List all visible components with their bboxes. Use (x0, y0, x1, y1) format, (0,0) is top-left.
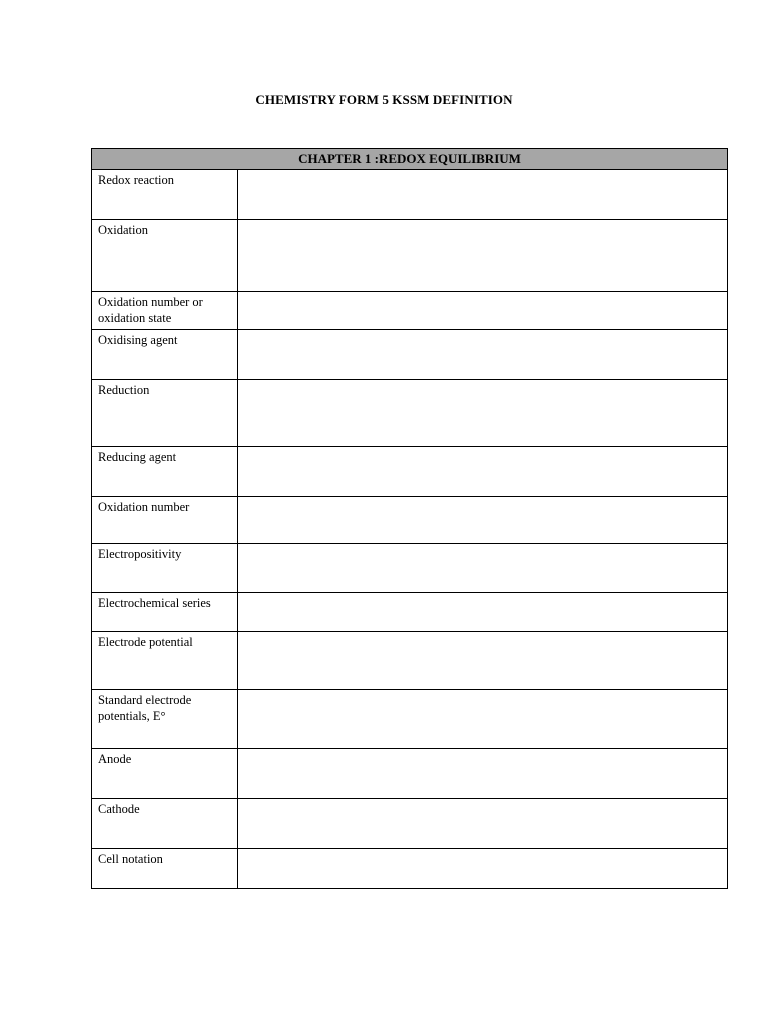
definition-cell[interactable] (238, 220, 728, 292)
definition-cell[interactable] (238, 447, 728, 497)
definition-cell[interactable] (238, 292, 728, 330)
definition-cell[interactable] (238, 170, 728, 220)
definition-cell[interactable] (238, 544, 728, 593)
table-row (92, 380, 728, 447)
definition-cell[interactable] (238, 749, 728, 799)
term-cell: Oxidation number (92, 497, 238, 544)
definition-cell[interactable] (238, 497, 728, 544)
definition-cell[interactable] (238, 330, 728, 380)
term-cell: Cathode (92, 799, 238, 849)
table-row (92, 170, 728, 220)
term-cell: Redox reaction (92, 170, 238, 220)
table-row (92, 330, 728, 380)
table-row (92, 799, 728, 849)
table-row (92, 632, 728, 690)
table-row (92, 849, 728, 889)
term-cell: Electrode potential (92, 632, 238, 690)
term-cell: Oxidising agent (92, 330, 238, 380)
chapter-header-row (92, 149, 728, 170)
definition-cell[interactable] (238, 849, 728, 889)
table-row (92, 220, 728, 292)
table-row (92, 447, 728, 497)
definition-cell[interactable] (238, 799, 728, 849)
table-row (92, 690, 728, 749)
table-row (92, 544, 728, 593)
term-cell: Reduction (92, 380, 238, 447)
definition-cell[interactable] (238, 690, 728, 749)
term-cell: Standard electrode potentials, E° (92, 690, 238, 749)
table-row (92, 292, 728, 330)
table-row (92, 749, 728, 799)
definition-cell[interactable] (238, 593, 728, 632)
term-cell: Cell notation (92, 849, 238, 889)
term-cell: Oxidation (92, 220, 238, 292)
definition-cell[interactable] (238, 380, 728, 447)
document-title: CHEMISTRY FORM 5 KSSM DEFINITION (255, 92, 513, 107)
table-row (92, 593, 728, 632)
term-cell: Anode (92, 749, 238, 799)
definition-cell[interactable] (238, 632, 728, 690)
table-row (92, 497, 728, 544)
term-cell: Electrochemical series (92, 593, 238, 632)
term-cell: Electropositivity (92, 544, 238, 593)
chapter-header: CHAPTER 1 :REDOX EQUILIBRIUM (92, 149, 728, 170)
term-cell: Reducing agent (92, 447, 238, 497)
definition-table (91, 148, 728, 889)
term-cell: Oxidation number or oxidation state (92, 292, 238, 330)
